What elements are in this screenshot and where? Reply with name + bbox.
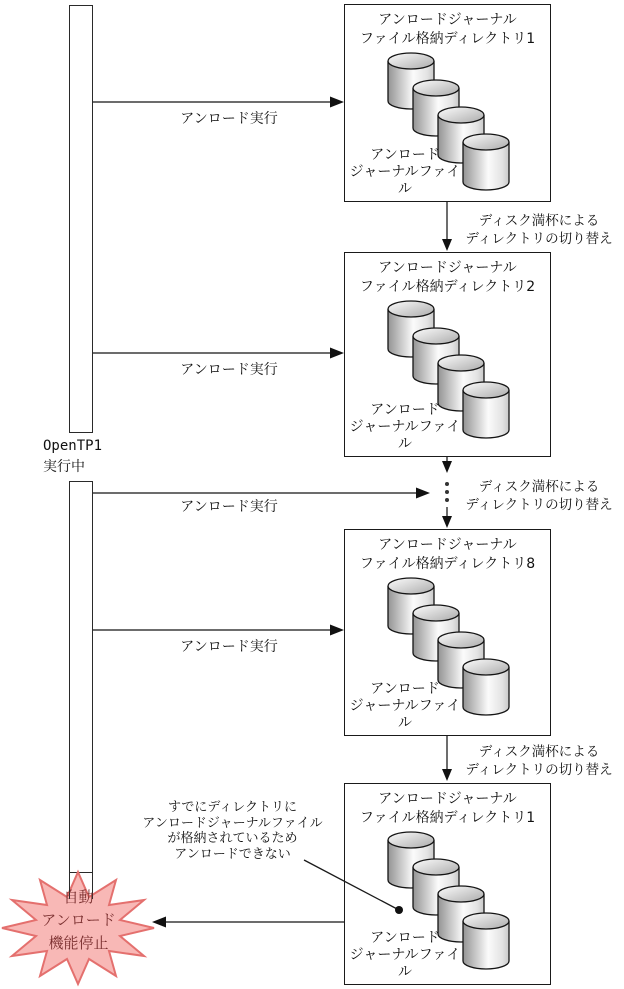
unload-arrow-label-3: アンロード実行 [180,499,278,515]
directory-box-8-title [345,536,550,574]
directory-box-1-full-title-line1: アンロードジャーナル [378,791,517,807]
opentp1-process-bar-lower [69,481,93,873]
opentp1-process-label [43,436,123,478]
unload-arrow-label-2: アンロード実行 [180,362,278,378]
failure-star-label: 自動 アンロード 機能停止 [41,888,116,952]
ellipsis-dots-icon [445,482,449,502]
directory-box-1-title [345,11,550,49]
stop-arrow [152,917,344,928]
journal-files-label: アンロード ジャーナルファイル [349,681,461,731]
directory-box-8-title-line2: ファイル格納ディレクトリ8 [359,556,536,572]
unload-arrow-label-4: アンロード実行 [180,639,278,655]
directory-box-2 [344,252,551,457]
journal-files-label: アンロード ジャーナルファイル [349,147,461,197]
journal-files-label: アンロード ジャーナルファイル [349,930,461,980]
directory-box-8-title-line1: アンロードジャーナル [378,537,517,553]
switch-arrow-2-bottom [442,507,452,528]
opentp1-label-line1: OpenTP1 [43,438,103,454]
switch-arrow-3 [442,736,452,781]
directory-switch-label-2: ディスク満杯による ディレクトリの切り替え [465,479,613,513]
directory-box-1-full-title-line2: ファイル格納ディレクトリ1 [359,810,536,826]
directory-box-2-title [345,259,550,297]
unload-blocked-callout: すでにディレクトリに アンロードジャーナルファイル が格納されているため アンロードできない [142,800,323,862]
switch-arrow-1 [442,202,452,251]
directory-box-1-full [344,783,551,985]
opentp1-label-line2: 実行中 [43,459,85,475]
switch-arrow-2-top [442,457,452,473]
directory-box-1-title-line1: アンロードジャーナル [378,12,517,28]
directory-box-2-title-line2: ファイル格納ディレクトリ2 [359,279,536,295]
directory-box-1-title-line2: ファイル格納ディレクトリ1 [359,31,536,47]
unload-arrow-4 [93,625,344,636]
directory-switch-label-1: ディスク満杯による ディレクトリの切り替え [465,213,613,247]
directory-switch-label-3: ディスク満杯による ディレクトリの切り替え [465,744,613,778]
directory-box-1-full-title [345,790,550,828]
journal-files-label: アンロード ジャーナルファイル [349,402,461,452]
directory-box-2-title-line1: アンロードジャーナル [378,260,517,276]
directory-box-1 [344,4,551,202]
unload-arrow-2 [93,348,344,359]
directory-box-8 [344,529,551,736]
unload-arrow-label-1: アンロード実行 [180,111,278,127]
opentp1-process-bar-upper [69,5,93,433]
unload-arrow-1 [93,97,344,108]
